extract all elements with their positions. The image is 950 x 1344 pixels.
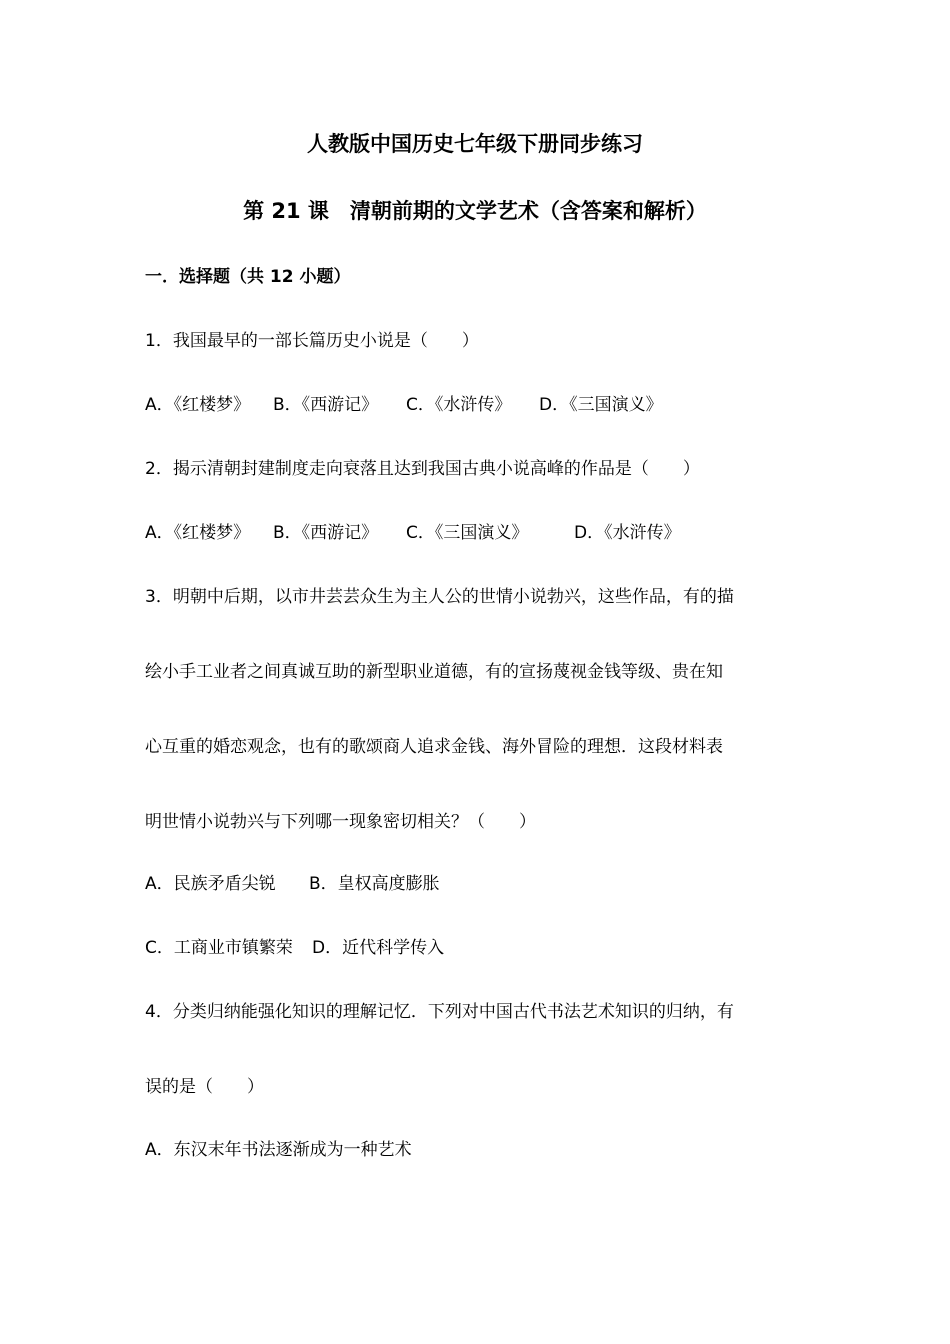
question-3-option-a: A．民族矛盾尖锐 [145,874,276,894]
question-3-option-c: C．工商业市镇繁荣 [145,938,293,958]
question-1-stem: 1．我国最早的一部长篇历史小说是（ ） [145,331,479,351]
document-title: 人教版中国历史七年级下册同步练习 [307,132,643,156]
question-2-option-d: D．《水浒传》 [574,523,681,543]
question-1-option-c: C．《水浒传》 [406,395,512,415]
question-3-stem-line-1: 3．明朝中后期，以市井芸芸众生为主人公的世情小说勃兴，这些作品，有的描 [145,587,734,607]
question-2-options [145,522,681,544]
question-3-options-row-2 [145,937,444,959]
question-1-option-d: D．《三国演义》 [539,395,663,415]
question-3-stem-line-4: 明世情小说勃兴与下列哪一现象密切相关？（ ） [145,812,536,832]
question-1-option-b: B．《西游记》 [273,395,379,415]
question-2-stem: 2．揭示清朝封建制度走向衰落且达到我国古典小说高峰的作品是（ ） [145,459,700,479]
section-heading: 一．选择题（共 12 小题） [145,267,351,287]
question-2-option-a: A．《红楼梦》 [145,523,251,543]
question-3-option-b: B．皇权高度膨胀 [309,874,440,894]
question-1-options [145,394,663,416]
question-4-stem-line-1: 4．分类归纳能强化知识的理解记忆．下列对中国古代书法艺术知识的归纳，有 [145,1002,734,1022]
question-3-stem-line-3: 心互重的婚恋观念，也有的歌颂商人追求金钱、海外冒险的理想．这段材料表 [145,737,723,757]
question-4-option-a: A．东汉末年书法逐渐成为一种艺术 [145,1140,412,1160]
question-4-stem-line-2: 误的是（ ） [145,1077,264,1097]
question-3-options-row-1 [145,873,440,895]
question-2-option-b: B．《西游记》 [273,523,379,543]
question-1-option-a: A．《红楼梦》 [145,395,251,415]
question-2-option-c: C．《三国演义》 [406,523,529,543]
document-subtitle: 第 21 课 清朝前期的文学艺术（含答案和解析） [243,199,707,223]
question-3-option-d: D．近代科学传入 [312,938,445,958]
question-3-stem-line-2: 绘小手工业者之间真诚互助的新型职业道德，有的宣扬蔑视金钱等级、贵在知 [145,662,723,682]
